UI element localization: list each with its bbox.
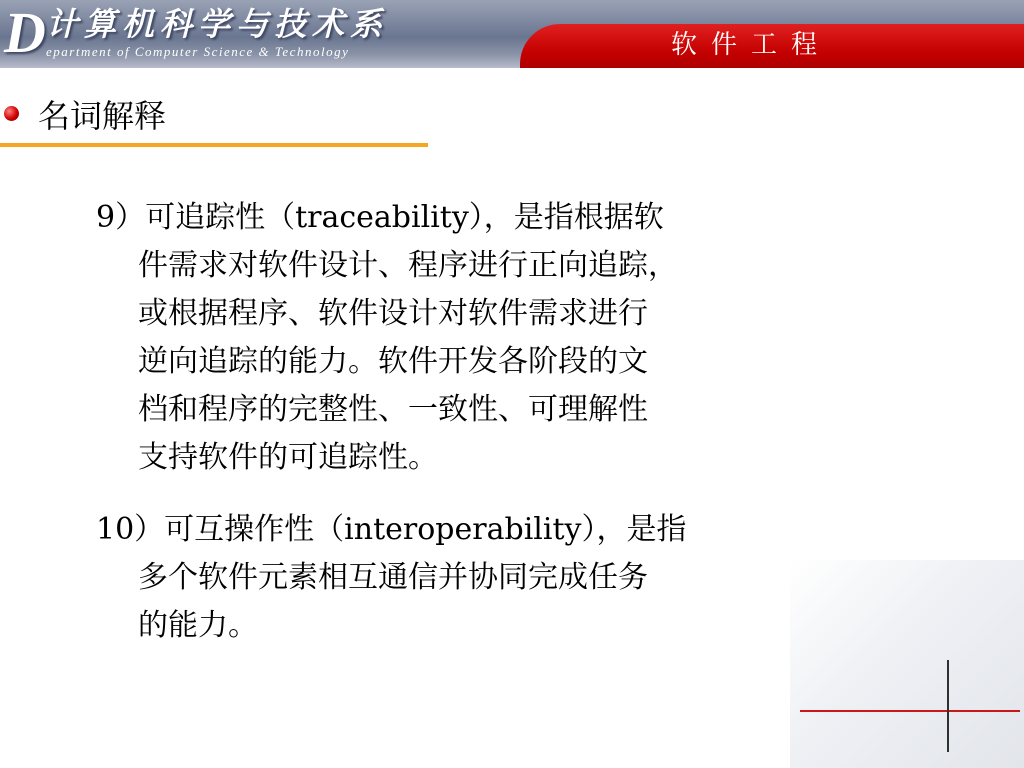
- definition-line: 或根据程序、软件设计对软件需求进行: [138, 296, 648, 331]
- corner-decoration: [790, 560, 1024, 768]
- department-logo: D: [4, 0, 46, 65]
- decorative-red-line: [800, 710, 1020, 712]
- title-underline: [0, 143, 428, 147]
- definition-line: 逆向追踪的能力。软件开发各阶段的文: [138, 344, 648, 379]
- definition-line: 多个软件元素相互通信并协同完成任务: [138, 560, 648, 595]
- department-name-en: epartment of Computer Science & Technology: [46, 44, 350, 59]
- course-title: 软件工程: [671, 30, 832, 60]
- definition-line: 10）可互操作性（interoperability），是指: [96, 512, 687, 547]
- definition-item-traceability: [96, 194, 866, 482]
- definition-item-interoperability: [96, 506, 866, 650]
- definition-line: 9）可追踪性（traceability），是指根据软: [96, 200, 664, 235]
- definition-line: 档和程序的完整性、一致性、可理解性: [138, 392, 648, 427]
- section-title: 名词解释: [38, 97, 167, 135]
- bullet-dot-icon: [4, 106, 19, 121]
- department-name-cn: 计算机科学与技术系: [46, 5, 389, 43]
- definition-line: 的能力。: [138, 608, 258, 643]
- header-banner: [0, 0, 1024, 68]
- definition-line: 件需求对软件设计、程序进行正向追踪，: [138, 248, 678, 283]
- decorative-vertical-line: [947, 660, 949, 752]
- definition-line: 支持软件的可追踪性。: [138, 440, 438, 475]
